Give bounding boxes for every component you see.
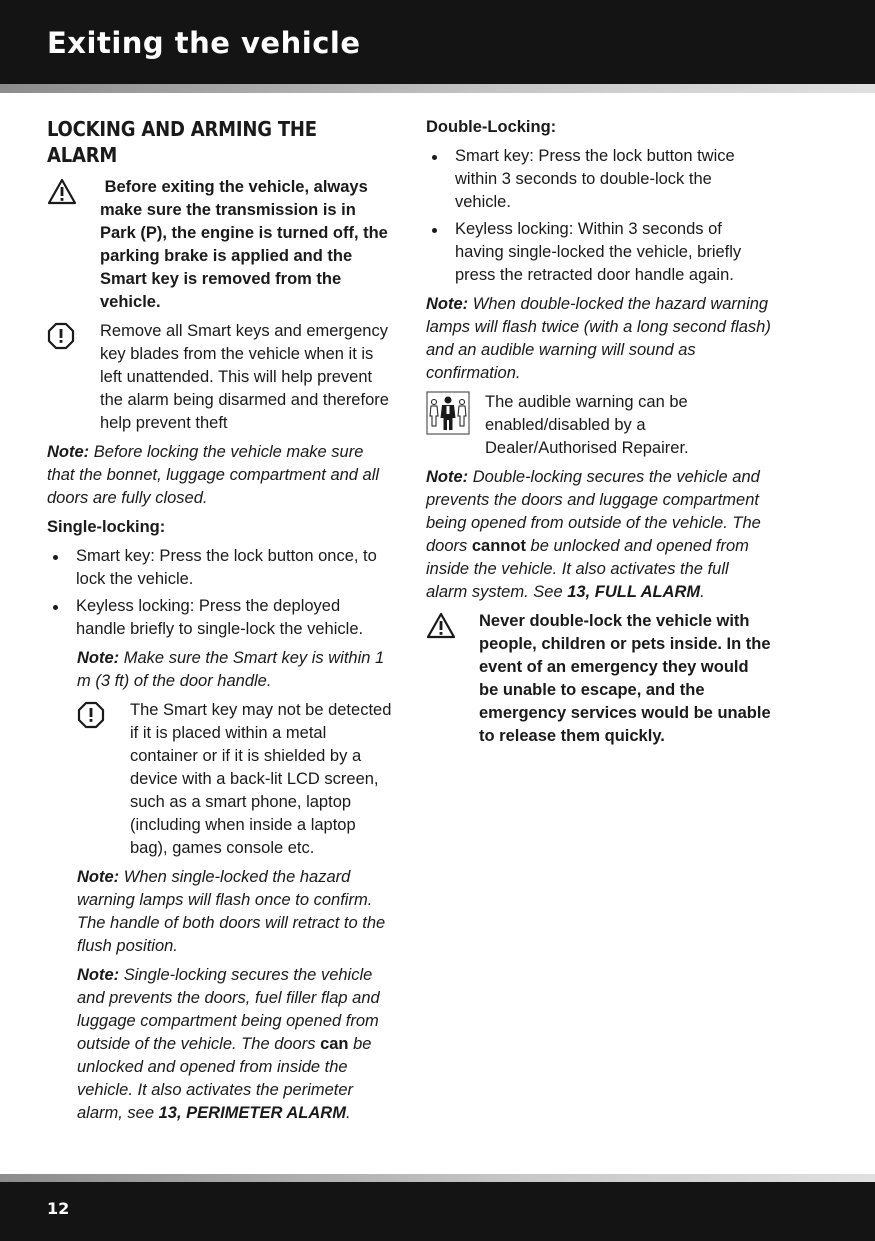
cross-reference-link[interactable]: 13, PERIMETER ALARM xyxy=(158,1104,346,1122)
single-locking-heading: Single-locking: xyxy=(47,518,166,536)
caution-icon xyxy=(47,322,75,350)
right-column xyxy=(426,116,776,754)
warning-callout xyxy=(47,176,392,314)
page-title: Exiting the vehicle xyxy=(47,26,361,60)
page-number: 12 xyxy=(47,1199,70,1218)
note: Note: Before locking the vehicle make sure that the bonnet, luggage compartment and all doors are fully closed. xyxy=(47,443,384,507)
note: Note: Single-locking secures the vehicle and prevents the doors, fuel filler flap and luggage compartment being opened from outside of the vehicle. The doors can be unlocked and opened from inside the vehicle. It also activates the perimeter alarm, see 13, PERIMETER ALARM. xyxy=(77,966,385,1122)
note: Note: Make sure the Smart key is within 1 m (3 ft) of the door handle. xyxy=(77,649,389,690)
warning-text: Never double-lock the vehicle with people, children or pets inside. In the event of an emergency they would be unable to escape, and the emergency services would be unable to release them quickly. xyxy=(479,612,771,745)
warning-triangle-icon xyxy=(47,178,77,206)
note: Note: Double-locking secures the vehicle and prevents the doors and luggage compartment being opened from outside of the vehicle. The doors cannot be unlocked and opened from inside the vehicle. It also activates the full alarm system. See 13, FULL ALARM. xyxy=(426,468,766,601)
single-locking-list xyxy=(47,545,392,641)
section-title: LOCKING AND ARMING THE ALARM xyxy=(47,117,317,167)
list-item: Smart key: Press the lock button once, to lock the vehicle. xyxy=(47,545,392,591)
warning-triangle-icon xyxy=(426,612,456,640)
page-header xyxy=(0,0,875,84)
list-item: Keyless locking: Press the deployed handle briefly to single-lock the vehicle. xyxy=(47,595,392,641)
double-locking-list xyxy=(426,145,771,287)
warning-callout xyxy=(426,610,771,748)
double-locking-heading: Double-Locking: xyxy=(426,118,557,136)
caution-text: Remove all Smart keys and emergency key blades from the vehicle when it is left unattended. This will help prevent the alarm being disarmed and therefore help prevent theft xyxy=(100,322,389,432)
left-column xyxy=(47,116,392,1131)
caution-callout xyxy=(47,320,392,435)
caution-callout xyxy=(77,699,392,860)
list-item: Smart key: Press the lock button twice within 3 seconds to double-lock the vehicle. xyxy=(426,145,771,214)
info-callout xyxy=(426,391,771,460)
caution-icon xyxy=(77,701,105,729)
footer-divider xyxy=(0,1174,875,1182)
header-divider xyxy=(0,84,875,93)
note: Note: When double-locked the hazard warning lamps will flash twice (with a long second flash) and an audible warning will sound as confirmation. xyxy=(426,295,776,382)
dealer-service-icon xyxy=(426,391,470,435)
caution-text: The Smart key may not be detected if it is placed within a metal container or if it is shielded by a device with a back-lit LCD screen, such as a smart phone, laptop (including when inside a laptop bag), games console etc. xyxy=(130,701,392,857)
cross-reference-link[interactable]: 13, FULL ALARM xyxy=(567,583,701,601)
warning-text: Before exiting the vehicle, always make sure the transmission is in Park (P), the engine is turned off, the parking brake is applied and the Smart key is removed from the vehicle. xyxy=(100,178,393,311)
page-footer xyxy=(0,1182,875,1241)
info-text: The audible warning can be enabled/disabled by a Dealer/Authorised Repairer. xyxy=(485,393,689,457)
note: Note: When single-locked the hazard warning lamps will flash once to confirm. The handle of both doors will retract to the flush position. xyxy=(77,868,390,955)
list-item: Keyless locking: Within 3 seconds of having single-locked the vehicle, briefly press the retracted door handle again. xyxy=(426,218,771,287)
